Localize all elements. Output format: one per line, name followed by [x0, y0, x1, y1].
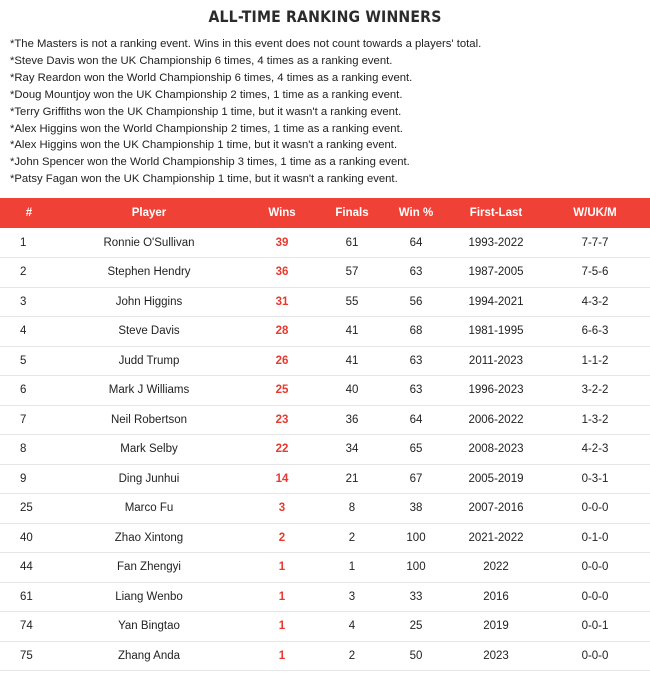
table-row [0, 435, 650, 465]
first-last-cell: 2019 [483, 620, 509, 633]
rank-cell: 3 [20, 295, 27, 308]
first-last-cell: 1993-2022 [468, 236, 524, 249]
rank-cell: 2 [20, 266, 27, 279]
w-uk-m-cell: 0-3-1 [581, 472, 609, 485]
win-pct-cell: 65 [409, 443, 423, 456]
rank-cell: 1 [20, 236, 27, 249]
column-header-win-pct: Win % [398, 207, 434, 219]
column-header-player: Player [131, 207, 167, 219]
first-last-cell: 2007-2016 [468, 502, 524, 515]
table-row [0, 523, 650, 553]
finals-cell: 2 [348, 531, 356, 544]
rank-cell: 25 [20, 502, 33, 515]
rank-cell: 6 [20, 384, 27, 397]
table-row [0, 228, 650, 258]
win-pct-cell: 67 [409, 472, 423, 485]
first-last-cell: 2021-2022 [468, 531, 524, 544]
player-cell: Judd Trump [118, 354, 180, 367]
table-row [0, 317, 650, 347]
first-last-cell: 2006-2022 [468, 413, 524, 426]
wins-cell: 23 [275, 413, 289, 426]
win-pct-cell: 64 [409, 413, 423, 426]
note-item: *Patsy Fagan won the UK Championship 1 time, but it wasn't a ranking event. [10, 173, 398, 186]
w-uk-m-cell: 1-3-2 [581, 413, 609, 426]
wins-cell: 1 [278, 649, 286, 662]
table-row [0, 641, 650, 671]
win-pct-cell: 63 [409, 384, 423, 397]
wins-cell: 22 [275, 443, 289, 456]
finals-cell: 1 [348, 561, 356, 574]
win-pct-cell: 100 [406, 561, 426, 574]
note-item: *Ray Reardon won the World Championship 6 times, 4 times as a ranking event. [10, 71, 413, 84]
w-uk-m-cell: 0-1-0 [581, 531, 609, 544]
w-uk-m-cell: 4-3-2 [581, 295, 609, 308]
rank-cell: 9 [20, 472, 27, 485]
w-uk-m-cell: 3-2-2 [581, 384, 609, 397]
wins-cell: 31 [275, 295, 289, 308]
player-cell: Steve Davis [118, 325, 180, 338]
table-row [0, 582, 650, 612]
first-last-cell: 1996-2023 [468, 384, 524, 397]
finals-cell: 55 [345, 295, 359, 308]
w-uk-m-cell: 0-0-0 [581, 502, 609, 515]
finals-cell: 21 [345, 472, 359, 485]
wins-cell: 1 [278, 620, 286, 633]
column-header-first-last: First-Last [469, 207, 523, 219]
note-item: *Doug Mountjoy won the UK Championship 2 times, 1 time as a ranking event. [10, 88, 403, 101]
wins-cell: 2 [278, 531, 286, 544]
w-uk-m-cell: 7-7-7 [581, 236, 609, 249]
table-row [0, 258, 650, 288]
player-cell: Mark J Williams [108, 384, 190, 397]
first-last-cell: 2022 [483, 561, 509, 574]
player-cell: John Higgins [115, 295, 183, 308]
table-header-row [0, 198, 650, 228]
wins-cell: 25 [275, 384, 289, 397]
finals-cell: 8 [348, 502, 356, 515]
table-row [0, 553, 650, 583]
rank-cell: 74 [20, 620, 33, 633]
win-pct-cell: 63 [409, 266, 423, 279]
table-row [0, 376, 650, 406]
wins-cell: 1 [278, 561, 286, 574]
page-title: ALL-TIME RANKING WINNERS [208, 7, 442, 26]
table-row [0, 464, 650, 494]
rankings-table [0, 198, 650, 671]
finals-cell: 3 [348, 590, 356, 603]
table-row [0, 612, 650, 642]
w-uk-m-cell: 0-0-1 [581, 620, 609, 633]
player-cell: Ronnie O'Sullivan [103, 236, 195, 249]
win-pct-cell: 25 [409, 620, 423, 633]
w-uk-m-cell: 0-0-0 [581, 590, 609, 603]
player-cell: Zhang Anda [117, 649, 181, 662]
first-last-cell: 2008-2023 [468, 443, 524, 456]
finals-cell: 57 [345, 266, 359, 279]
note-item: *Alex Higgins won the UK Championship 1 time, but it wasn't a ranking event. [10, 139, 398, 152]
column-header-finals: Finals [335, 207, 369, 219]
first-last-cell: 2016 [483, 590, 509, 603]
finals-cell: 40 [345, 384, 359, 397]
player-cell: Marco Fu [124, 502, 174, 515]
player-cell: Neil Robertson [110, 413, 188, 426]
finals-cell: 36 [345, 413, 359, 426]
note-item: *John Spencer won the World Championship 3 times, 1 time as a ranking event. [10, 156, 410, 169]
table-body [0, 228, 650, 671]
wins-cell: 3 [278, 502, 286, 515]
table-row [0, 346, 650, 376]
note-item: *Alex Higgins won the World Championship 2 times, 1 time as a ranking event. [10, 122, 403, 135]
rank-cell: 61 [20, 590, 33, 603]
win-pct-cell: 68 [409, 325, 423, 338]
w-uk-m-cell: 7-5-6 [581, 266, 609, 279]
win-pct-cell: 63 [409, 354, 423, 367]
player-cell: Mark Selby [120, 443, 178, 456]
finals-cell: 41 [345, 354, 359, 367]
table-row [0, 494, 650, 524]
player-cell: Liang Wenbo [115, 590, 183, 603]
wins-cell: 28 [275, 325, 289, 338]
notes-list [0, 34, 650, 198]
finals-cell: 61 [345, 236, 359, 249]
column-header-w-uk-m: W/UK/M [573, 207, 617, 219]
note-item: *Terry Griffiths won the UK Championship 1 time, but it wasn't a ranking event. [10, 105, 402, 118]
column-header-rank: # [25, 207, 33, 219]
first-last-cell: 1981-1995 [468, 325, 524, 338]
player-cell: Yan Bingtao [118, 620, 180, 633]
rank-cell: 4 [20, 325, 27, 338]
first-last-cell: 1994-2021 [468, 295, 524, 308]
rank-cell: 8 [20, 443, 27, 456]
wins-cell: 36 [275, 266, 289, 279]
table-header [0, 198, 650, 228]
rank-cell: 7 [20, 413, 27, 426]
note-item: *The Masters is not a ranking event. Wins in this event does not count towards a players' total. [10, 38, 482, 50]
table-row [0, 287, 650, 317]
rank-cell: 40 [20, 531, 33, 544]
win-pct-cell: 33 [409, 590, 423, 603]
table-row [0, 405, 650, 435]
rank-cell: 5 [20, 354, 27, 367]
finals-cell: 34 [345, 443, 359, 456]
finals-cell: 41 [345, 325, 359, 338]
w-uk-m-cell: 0-0-0 [581, 561, 609, 574]
wins-cell: 39 [275, 236, 289, 249]
player-cell: Stephen Hendry [107, 266, 191, 279]
w-uk-m-cell: 1-1-2 [581, 354, 609, 367]
player-cell: Ding Junhui [118, 472, 180, 485]
rank-cell: 44 [20, 561, 33, 574]
win-pct-cell: 100 [406, 531, 426, 544]
finals-cell: 4 [348, 620, 356, 633]
win-pct-cell: 38 [409, 502, 423, 515]
first-last-cell: 2023 [483, 649, 509, 662]
win-pct-cell: 56 [409, 295, 423, 308]
finals-cell: 2 [348, 649, 356, 662]
player-cell: Zhao Xintong [114, 531, 184, 544]
column-header-wins: Wins [268, 207, 296, 219]
first-last-cell: 2011-2023 [468, 354, 524, 367]
first-last-cell: 2005-2019 [468, 472, 524, 485]
rank-cell: 75 [20, 649, 33, 662]
wins-cell: 1 [278, 590, 286, 603]
win-pct-cell: 64 [409, 236, 423, 249]
w-uk-m-cell: 0-0-0 [581, 649, 609, 662]
w-uk-m-cell: 4-2-3 [581, 443, 609, 456]
first-last-cell: 1987-2005 [468, 266, 524, 279]
wins-cell: 26 [275, 354, 289, 367]
player-cell: Fan Zhengyi [117, 561, 181, 574]
wins-cell: 14 [275, 472, 289, 485]
note-item: *Steve Davis won the UK Championship 6 times, 4 times as a ranking event. [10, 54, 393, 67]
win-pct-cell: 50 [409, 649, 423, 662]
w-uk-m-cell: 6-6-3 [581, 325, 609, 338]
